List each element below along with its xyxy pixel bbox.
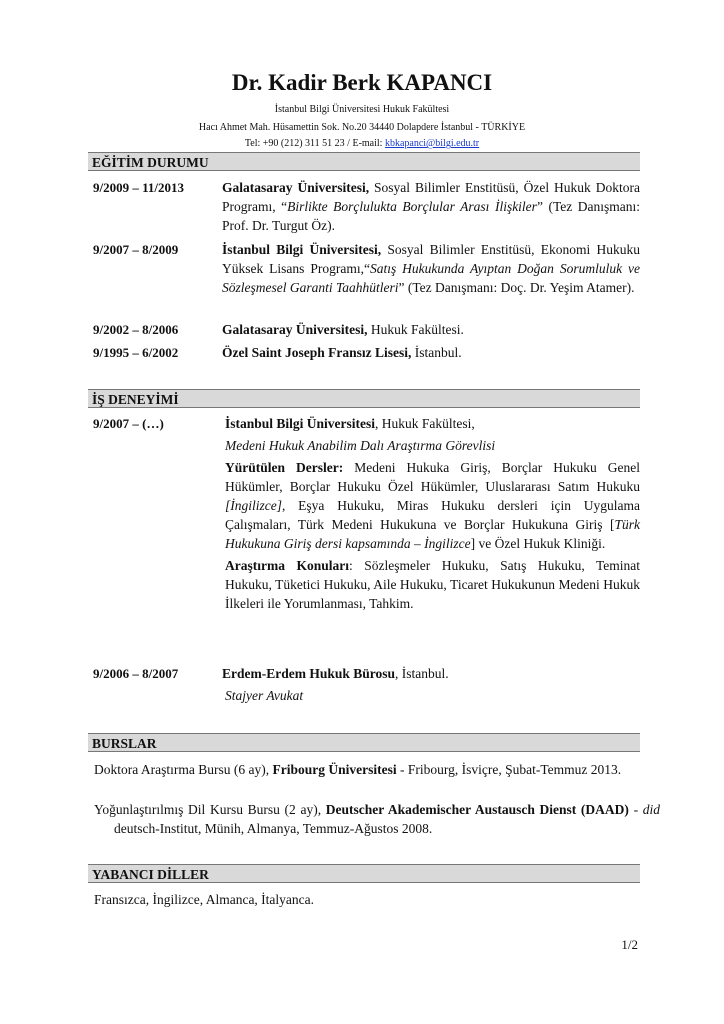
scholarship-2-text-c: deutsch-Institut, Münih, Almanya, Temmuz-Ağustos 2008. — [114, 821, 433, 836]
scholarship-2-institution: Deutscher Akademischer Austausch Dienst (DAAD) — [325, 802, 629, 817]
languages-list: Fransızca, İngilizce, Almanca, İtalyanca. — [94, 892, 315, 907]
education-date-1: 9/2009 – 11/2013 — [93, 180, 185, 195]
institution-line: İstanbul Bilgi Üniversitesi Hukuk Fakültesi — [274, 104, 450, 115]
courses-italic-2: Türk Hukukuna Giriş dersi kapsamında – İngilizce — [225, 517, 640, 551]
email-link[interactable]: kbkapanci@bilgi.edu.tr — [384, 138, 480, 149]
education-thesis-2: Satış Hukukunda Ayıptan Doğan Sorumluluk ve Sözleşmesel Garanti Taahhütleri — [222, 261, 640, 295]
scholarship-item-2 — [94, 800, 660, 838]
education-institution-2: İstanbul Bilgi Üniversitesi, — [222, 242, 382, 257]
courses-italic-1: [İngilizce] — [225, 498, 282, 513]
education-institution-4: Özel Saint Joseph Fransız Lisesi, — [222, 345, 412, 360]
experience-employer-2-rest: , İstanbul. — [395, 666, 449, 681]
education-date-3: 9/2002 – 8/2006 — [93, 322, 179, 337]
page-number: 1/2 — [621, 937, 638, 952]
education-thesis-1: Birlikte Borçlulukta Borçlular Arası İlişkiler — [287, 199, 537, 214]
experience-position-1: Medeni Hukuk Anabilim Dalı Araştırma Görevlisi — [225, 438, 496, 453]
education-date-2: 9/2007 – 8/2009 — [93, 242, 179, 257]
research-label: Araştırma Konuları — [225, 558, 349, 573]
experience-position-2: Stajyer Avukat — [225, 688, 304, 703]
education-text-3: Hukuk Fakültesi. — [367, 322, 464, 337]
scholarship-item-1 — [94, 760, 660, 779]
scholarship-2-text-b: - — [628, 802, 643, 817]
section-languages-header: YABANCI DİLLER — [88, 864, 640, 883]
experience-item-1 — [225, 414, 640, 613]
scholarship-1-text-a: Doktora Araştırma Bursu (6 ay), — [94, 762, 273, 777]
education-date-4: 9/1995 – 6/2002 — [93, 345, 179, 360]
experience-date-2: 9/2006 – 8/2007 — [93, 666, 179, 681]
scholarship-1-institution: Fribourg Üniversitesi — [272, 762, 397, 777]
education-institution-1: Galatasaray Üniversitesi, — [222, 180, 370, 195]
courses-text-2: , Eşya Hukuku, Miras Hukuku dersleri için Uygulama Çalışmaları, Türk Medeni Hukukuna ve Borçlar Hukukuna Giriş [ — [225, 498, 640, 532]
education-institution-3: Galatasaray Üniversitesi, — [222, 322, 368, 337]
contact-line — [0, 137, 724, 150]
section-scholarships-header: BURSLAR — [88, 733, 640, 752]
section-experience-header: İŞ DENEYİMİ — [88, 389, 640, 408]
education-item-1 — [222, 178, 640, 235]
courses-text-1: Medeni Hukuka Giriş, Borçlar Hukuku Genel Hükümler, Borçlar Hukuku Özel Hükümler, Uluslararası Satım Hukuku — [225, 460, 640, 494]
scholarship-1-text-b: - Fribourg, İsviçre, Şubat-Temmuz 2013. — [396, 762, 622, 777]
education-text-2b: ” (Tez Danışmanı: Doç. Dr. Yeşim Atamer). — [398, 280, 635, 295]
education-text-1a: Sosyal Bilimler Enstitüsü, Özel Hukuk Doktora Programı, “ — [222, 180, 640, 214]
contact-phone: Tel: +90 (212) 311 51 23 / E-mail: — [244, 138, 385, 149]
education-item-4 — [222, 343, 640, 362]
experience-date-1: 9/2007 – (…) — [93, 416, 164, 431]
scholarship-2-text-a: Yoğunlaştırılmış Dil Kursu Bursu (2 ay), — [94, 802, 326, 817]
research-text: : Sözleşmeler Hukuku, Satış Hukuku, Teminat Hukuku, Tüketici Hukuku, Aile Hukuku, Ticaret Hukukunun Medeni Hukuk İlkeleri ile Yorumlanması, Tahkim. — [225, 558, 640, 611]
address-line: Hacı Ahmet Mah. Hüsamettin Sok. No.20 34440 Dolapdere İstanbul - TÜRKİYE — [198, 122, 526, 133]
courses-text-3: ] ve Özel Hukuk Kliniği. — [470, 536, 606, 551]
education-item-2 — [222, 240, 640, 297]
education-text-2a: Sosyal Bilimler Enstitüsü, Ekonomi Hukuku Yüksek Lisans Programı,“ — [222, 242, 640, 276]
experience-employer-1: İstanbul Bilgi Üniversitesi — [225, 416, 376, 431]
experience-item-2 — [222, 664, 640, 705]
scholarship-2-italic: did — [642, 802, 660, 817]
cv-name: Dr. Kadir Berk KAPANCI — [231, 70, 493, 95]
section-education-header: EĞİTİM DURUMU — [88, 152, 640, 171]
experience-employer-2: Erdem-Erdem Hukuk Bürosu — [222, 666, 396, 681]
education-text-1b: ” (Tez Danışmanı: Prof. Dr. Turgut Öz). — [222, 199, 640, 233]
courses-label: Yürütülen Dersler: — [225, 460, 344, 475]
education-text-4: İstanbul. — [411, 345, 462, 360]
education-item-3 — [222, 320, 640, 339]
experience-employer-1-rest: , Hukuk Fakültesi, — [375, 416, 475, 431]
